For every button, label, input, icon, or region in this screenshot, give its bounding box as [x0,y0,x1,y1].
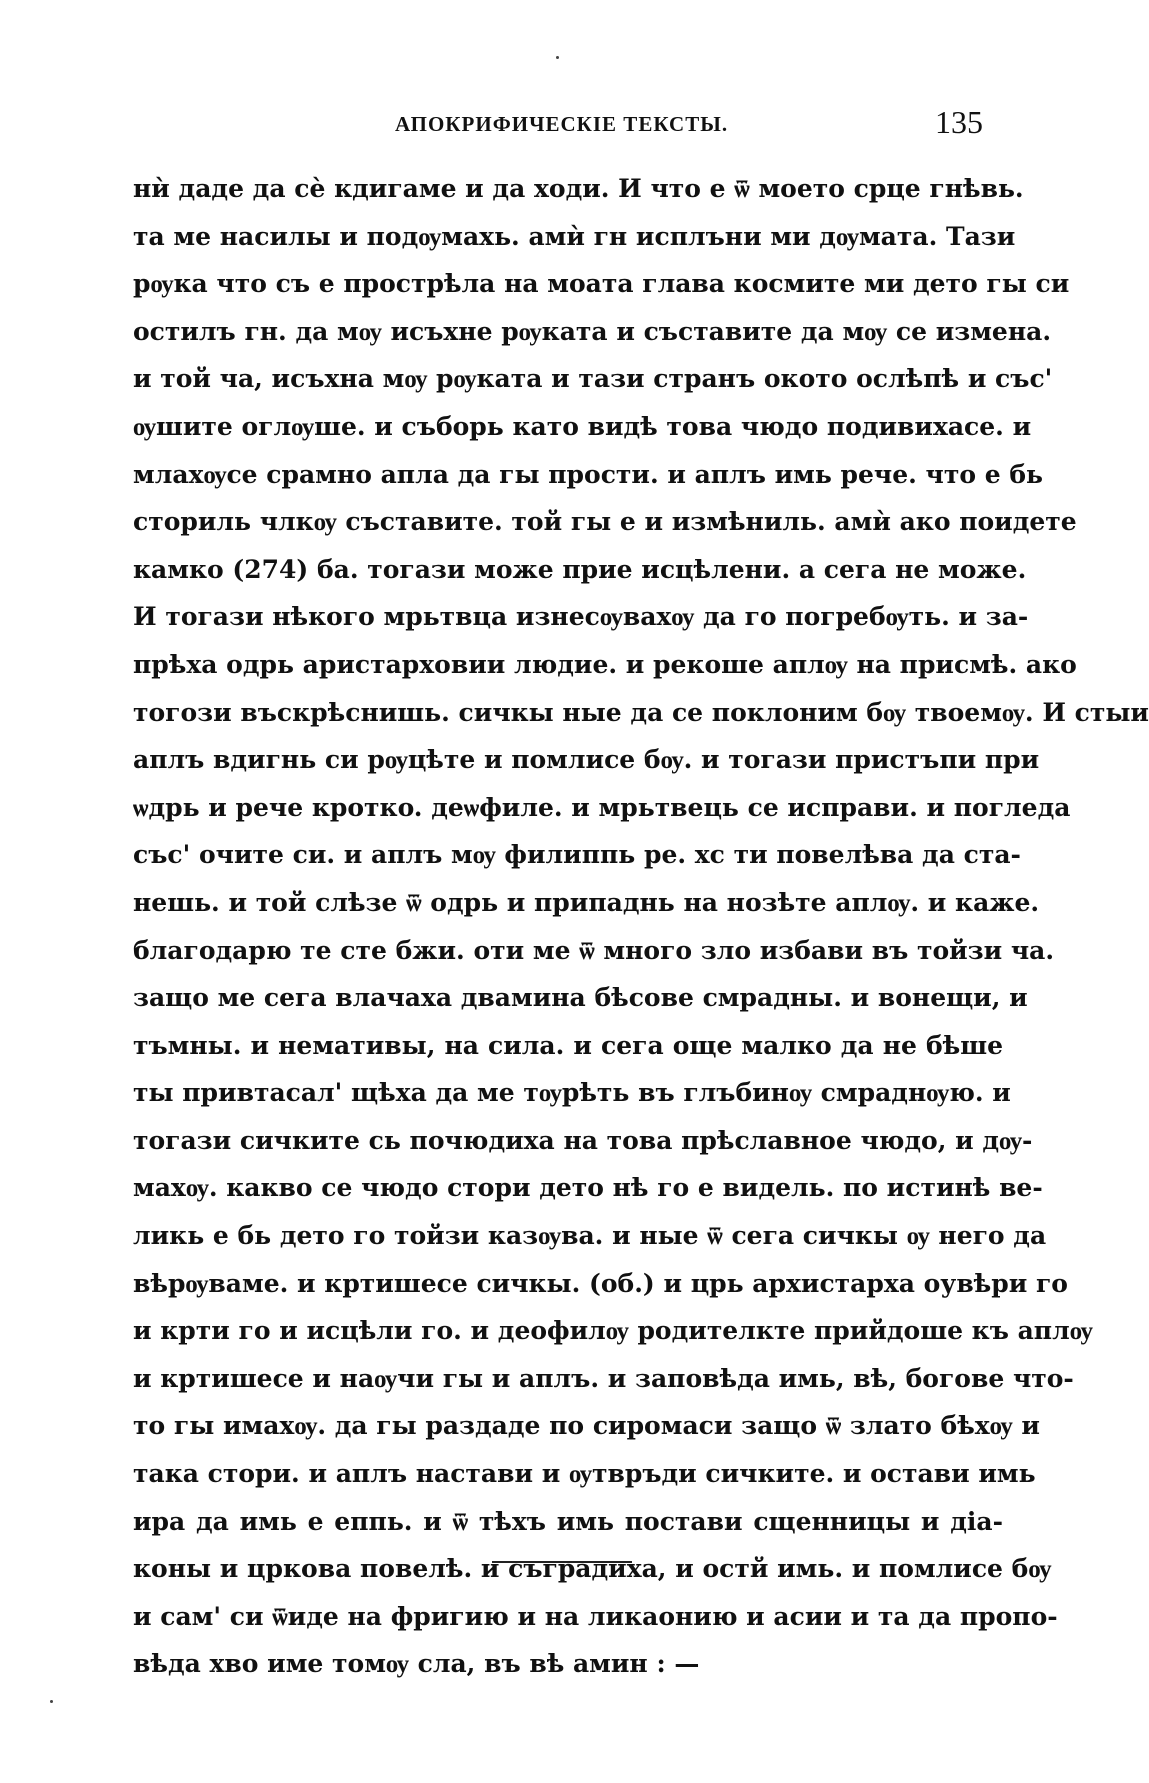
text-line: аплъ вдигнь си рѹцѣте и помлисе бѹ. и тогази пристъпи при [133,745,1040,775]
text-line: благодарю те сте бжи. оти ме ѿ много зло избави въ тойзи ча. [133,935,1055,965]
text-line: сториль члкѹ съставите. той гы е и измѣниль. амѝ ако поидете [133,507,1077,537]
text-line: ты привтасал' щѣха да ме тѹрѣть въ глъбинѹ смраднѹю. и [133,1078,1011,1108]
text-line: и кртишесе и наѹчи гы и аплъ. и заповѣда имь, вѣ, богове что- [133,1363,1074,1393]
body-text [133,165,1149,1688]
text-line: и сам' си ѿиде на фригию и на ликаонию и асии и та да пропо- [133,1601,1058,1631]
page-number: 135 [935,104,983,140]
text-line: та ме насилы и подѹмахь. амѝ гн исплъни ми дѹмата. Тази [133,221,1016,251]
text-line: така стори. и аплъ настави и ѹтвръди сичките. и остави имь [133,1459,1036,1489]
text-line: нѝ даде да сѐ кдигаме и да ходи. И что е ѿ моето срце гнѣвь. [133,174,1024,203]
paper-speck [50,1700,53,1703]
text-line: ѡдрь и рече кроткo. деѡфиле. и мрьтвець се исправи. и погледа [133,792,1071,822]
text-line: нешь. и той слѣзе ѿ одрь и припаднь на нозѣте аплѹ. и каже. [133,887,1040,917]
text-line: и той ча, исъхна мѹ рѹката и тази странъ окото ослѣпѣ и със' [133,364,1053,394]
text-line: ѹшите оглѹше. и съборь като видѣ това чюдо подивихасе. и [133,411,1032,441]
text-line: ира да имь е еппь. и ѿ тѣхъ имь постави сщенницы и дiа- [133,1506,1003,1536]
text-line: И тогази нѣкого мрьтвца изнесѹвахѹ да го погребѹть. и за- [133,602,1029,632]
text-line: вѣрѹваме. и кртишесе сичкы. (об.) и црь архистарха оувѣри го [133,1268,1068,1298]
text-line: защо ме сега влачаха двамина бѣсове смрадны. и вонещи, и [133,983,1028,1013]
text-line: махѹ. каквo се чюдо стори дето нѣ го е видель. по истинѣ ве- [133,1173,1043,1203]
text-line: тогази сичките сь почюдиха на това прѣславное чюдо, и дѹ- [133,1125,1033,1155]
text-line: прѣха одрь аристарховии людие. и рекоше аплѹ на присмѣ. ако [133,649,1077,679]
text-line: рѹка что съ е прострѣла на моата глава космите ми дето гы си [133,269,1070,299]
running-title: АПОКРИФИЧЕСКІЕ ТЕКСТЫ. [395,112,729,136]
text-line: коны и цркова повелѣ. и съградиха, и остй имь. и помлисе бѹ [133,1554,1052,1584]
text-line: и крти го и исцѣли го. и деофилѹ родителкте прийдоше къ аплѹ [133,1316,1093,1346]
text-line: вѣда хво име томѹ сла, въ вѣ амин : — [133,1649,700,1679]
text-line: ликь е бь дето го тойзи казѹва. и ные ѿ сега сичкы ѹ него да [133,1221,1047,1251]
text-line: остилъ гн. да мѹ исъхне рѹката и съставите да мѹ се измена. [133,316,1052,346]
text-line: тогози въскрѣснишь. сичкы ные да се поклоним бѹ твоемѹ. И стыи [133,697,1149,727]
text-line: млахѹсе срамно апла да гы прости. и аплъ имь рече. что е бь [133,459,1043,489]
text-line: то гы имахѹ. да гы раздаде по сиромаси защо ѿ злато бѣхѹ и [133,1411,1040,1441]
text-line: тъмны. и немативы, на сила. и сега още малко да не бѣше [133,1030,1003,1060]
closing-rule [492,1561,632,1563]
text-line: със' очите си. и аплъ мѹ филиппь ре. хс ти повелѣва да ста- [133,840,1021,870]
text-line: камко (274) ба. тогази може прие исцѣлени. а сега не може. [133,554,1027,584]
paper-speck [556,56,559,59]
